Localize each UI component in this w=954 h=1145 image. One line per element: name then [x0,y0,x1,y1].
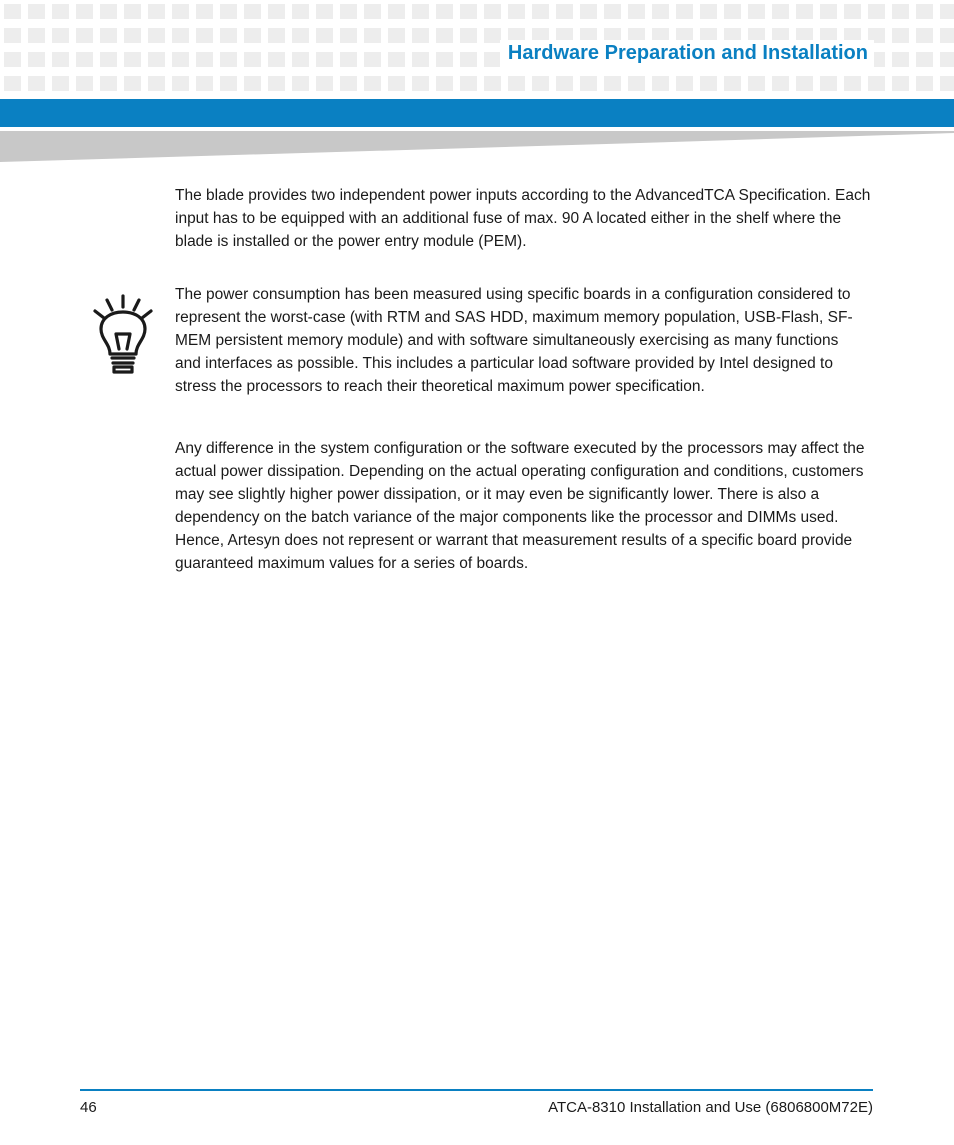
body-paragraph-power-inputs: The blade provides two independent power inputs according to the AdvancedTCA Specification. Each input has to be equipped with an additional fuse of max. 90 A located either in the shelf where the blade is installed or the power entry module (PEM). [175,187,871,250]
note-paragraph-measurement: The power consumption has been measured using specific boards in a configuration considered to represent the worst-case (with RTM and SAS HDD, maximum memory population, USB-Flash, SF-MEM persistent memory module) and with software simultaneously exercising as many functions and interfaces as possible. This includes a particular load software provided by Intel designed to stress the processors to reach their theoretical maximum power specification. [175,286,853,395]
footer-document-title: ATCA-8310 Installation and Use (6806800M72E) [548,1099,873,1116]
lightbulb-icon [92,292,156,376]
header-blue-bar [0,99,954,127]
header-gray-wedge [0,131,954,163]
note-paragraph-disclaimer: Any difference in the system configuration or the software executed by the processors may affect the actual power dissipation. Depending on the actual operating configuration and conditions, customers may see slightly higher power dissipation, or it may even be significantly lower. There is also a dependency on the batch variance of the major components like the processor and DIMMs used. Hence, Artesyn does not represent or warrant that measurement results of a specific board provide guaranteed maximum values for a series of boards. [175,440,865,572]
page-number: 46 [80,1099,97,1116]
section-header-title: Hardware Preparation and Installation [500,40,874,67]
header-pattern [0,0,954,96]
footer-rule [80,1089,873,1091]
